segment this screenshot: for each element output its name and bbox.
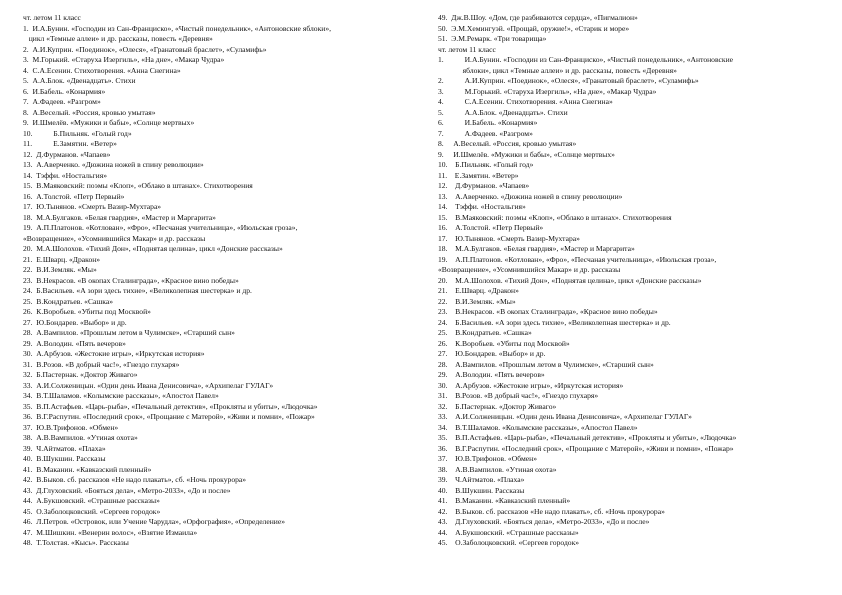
list-item: цикл «Темные аллеи» и др. рассказы, повесть «Деревня»: [23, 34, 213, 43]
list-item: 17. Ю.Тынянов. «Смерть Вазир-Мухтара»: [438, 233, 580, 243]
list-item: 2. А.И.Куприн. «Поединок», «Олеся», «Гранатовый браслет», «Суламифь»: [438, 76, 699, 85]
list-item: 46. Л.Петров. «Островок, или Учение Чарудла», «Орфография», «Определение»: [23, 517, 286, 526]
list-item: 20. М.А.Шолохов. «Тихий Дон», «Поднятая целина», цикл «Донские рассказы»: [23, 244, 283, 253]
list-item: 44. А.Букшовский. «Страшные рассказы»: [438, 527, 579, 537]
list-item: 16. А.Толстой. «Петр Первый»: [23, 191, 125, 201]
right-reading-list: [438, 55, 830, 549]
right-column: [438, 13, 830, 549]
list-item: 34. В.Т.Шаламов. «Колымские рассказы», «Апостол Павел»: [438, 422, 638, 432]
list-item: яблоки», цикл «Темные аллеи» и др. рассказы, повесть «Деревня»: [438, 65, 677, 75]
list-item: 51. Э.М.Ремарк. «Три товарища»: [438, 34, 547, 43]
list-item: 26. К.Воробьев. «Убиты под Москвой»: [23, 307, 151, 316]
list-item: 26. К.Воробьев. «Убиты под Москвой»: [438, 338, 570, 348]
list-item: 5. А.А.Блок. «Двенадцать». Стихи: [23, 76, 136, 85]
list-item: 48. Т.Толстая. «Кысь». Рассказы: [23, 538, 129, 547]
list-item: 37. Ю.В.Трифонов. «Обмен»: [438, 454, 538, 463]
list-item: 44. А.Букшовский. «Страшные рассказы»: [23, 496, 160, 505]
list-item: 7. А.Фадеев. «Разгром»: [23, 97, 101, 106]
list-item: 14. Тэффи. «Ностальгия»: [23, 170, 108, 180]
list-item: 45. О.Заболоцковский. «Сергеев городок»: [23, 506, 161, 516]
list-item: 10. Б.Пильняк. «Голый год»: [23, 128, 132, 138]
list-item: 33. А.И.Солженицын. «Один день Ивана Денисовича», «Архипелаг ГУЛАГ»: [23, 380, 274, 390]
left-column: [23, 13, 413, 549]
left-reading-list: [23, 24, 413, 549]
list-item: 18. М.А.Булгаков. «Белая гвардия», «Мастер и Маргарита»: [438, 244, 635, 253]
list-item: 50. Э.М.Хемингуэй. «Прощай, оружие!», «Старик и море»: [438, 23, 630, 33]
list-item: 43. Д.Глуховский. «Бояться дела», «Метро-2033», «До и после»: [438, 517, 650, 526]
list-item: 10. Б.Пильняк. «Голый год»: [438, 160, 534, 169]
list-item: «Возвращение», «Усомнившийся Макар» и др. рассказы: [438, 265, 621, 274]
list-item: 21. Е.Шварц. «Дракон»: [23, 254, 101, 264]
list-item: 29. А.Володин. «Пять вечеров»: [23, 338, 126, 348]
list-item: 3. М.Горький. «Старуха Изергиль», «На дне», «Макар Чудра»: [23, 55, 225, 64]
list-item: 25. В.Кондратьев. «Сашка»: [23, 296, 113, 306]
list-item: 1. И.А.Бунин. «Господин из Сан-Франциско», «Чистый понедельник», «Антоновские яблоки»,: [23, 23, 332, 33]
list-item: 34. В.Т.Шаламов. «Колымские рассказы», «Апостол Павел»: [23, 391, 219, 400]
list-item: 29. А.Володин. «Пять вечеров»: [438, 370, 545, 379]
right-heading: чт. летом 11 класс: [438, 44, 496, 54]
list-item: 19. А.П.Платонов. «Котлован», «Фро», «Песчаная учительница», «Июльская гроза»,: [438, 254, 717, 264]
list-item: 40. В.Шукшин. Рассказы: [438, 485, 525, 495]
list-item: 39. Ч.Айтматов. «Плаха»: [438, 475, 525, 484]
list-item: 4. С.А.Есенин. Стихотворения. «Анна Снегина»: [438, 97, 613, 106]
list-item: 45. О.Заболоцковский. «Сергеев городок»: [438, 538, 580, 547]
list-item: 41. В.Маканин. «Кавказский пленный»: [438, 496, 571, 505]
list-item: 22. В.И.Земляк. «Мы»: [438, 296, 516, 306]
list-item: 19. А.П.Платонов. «Котлован», «Фро», «Песчаная учительница», «Июльская гроза»,: [23, 223, 298, 232]
list-item: 15. В.Маяковский: поэмы «Клоп», «Облако в штанах». Стихотворения: [438, 212, 672, 222]
list-item: 31. В.Розов. «В добрый час!», «Гнездо глухаря»: [23, 359, 180, 369]
list-item: 11. Е.Замятин. «Ветер»: [438, 170, 519, 180]
list-item: 37. Ю.В.Трифонов. «Обмен»: [23, 422, 119, 432]
list-item: «Возвращение», «Усомнившийся Макар» и др. рассказы: [23, 233, 206, 243]
list-item: 21. Е.Шварц. «Дракон»: [438, 286, 519, 295]
right-continued-list: [438, 13, 830, 45]
list-item: 39. Ч.Айтматов. «Плаха»: [23, 443, 106, 453]
list-item: 42. В.Быков. сб. рассказов «Не надо плакать», сб. «Ночь прокурора»: [438, 506, 665, 516]
list-item: 42. В.Быков. сб. рассказов «Не надо плакать», сб. «Ночь прокурора»: [23, 475, 247, 484]
list-item: 8. А.Веселый. «Россия, кровью умытая»: [23, 107, 156, 117]
list-item: 12. Д.Фурманов. «Чапаев»: [438, 181, 530, 190]
list-item: 22. В.И.Земляк. «Мы»: [23, 265, 97, 274]
list-item: 17. Ю.Тынянов. «Смерть Вазир-Мухтара»: [23, 202, 162, 211]
list-item: 8. А.Веселый. «Россия, кровью умытая»: [438, 139, 577, 148]
list-item: 36. В.Г.Распутин. «Последний срок», «Прощание с Матерой», «Живи и помни», «Пожар»: [23, 412, 315, 421]
list-item: 32. Б.Пастернак. «Доктор Живаго»: [23, 370, 138, 379]
list-item: 30. А.Арбузов. «Жестокие игры», «Иркутская история»: [438, 380, 624, 390]
list-item: 18. М.А.Булгаков. «Белая гвардия», «Мастер и Маргарита»: [23, 212, 216, 222]
list-item: 2. А.И.Куприн. «Поединок», «Олеся», «Гранатовый браслет», «Суламифь»: [23, 44, 267, 54]
list-item: 23. В.Некрасов. «В окопах Сталинграда», «Красное вино победы»: [23, 275, 239, 285]
list-item: 24. Б.Васильев. «А зори здесь тихие», «Великолепная шестерка» и др.: [23, 286, 252, 295]
list-item: 47. М.Шишкин. «Венерин волос», «Взятие Измаила»: [23, 527, 198, 537]
list-item: 35. В.П.Астафьев. «Царь-рыба», «Печальный детектив», «Прокляты и убиты», «Людочка»: [438, 433, 737, 442]
list-item: 49. Дж.В.Шоу. «Дом, где разбиваются сердца», «Пигмалион»: [438, 13, 638, 22]
list-item: 14. Тэффи. «Ностальгия»: [438, 202, 526, 211]
list-item: 4. С.А.Есенин. Стихотворения. «Анна Снегина»: [23, 65, 181, 75]
list-item: 9. И.Шмелёв. «Мужики и бабы», «Солнце мертвых»: [438, 149, 615, 159]
list-item: 28. А.Вампилов. «Прошлым летом в Чулимске», «Старший сын»: [23, 328, 235, 337]
list-item: 30. А.Арбузов. «Жестокие игры», «Иркутская история»: [23, 349, 205, 358]
list-item: 20. М.А.Шолохов. «Тихий Дон», «Поднятая целина», цикл «Донские рассказы»: [438, 275, 702, 285]
list-item: 15. В.Маяковский: поэмы «Клоп», «Облако в штанах». Стихотворения: [23, 181, 253, 190]
list-item: 28. А.Вампилов. «Прошлым летом в Чулимске», «Старший сын»: [438, 359, 654, 369]
left-heading: чт. летом 11 класс: [23, 13, 81, 22]
list-item: 31. В.Розов. «В добрый час!», «Гнездо глухаря»: [438, 391, 599, 400]
list-item: 13. А.Аверченко. «Дюжина ножей в спину революции»: [23, 160, 204, 169]
list-item: 35. В.П.Астафьев. «Царь-рыба», «Печальный детектив», «Прокляты и убиты», «Людочка»: [23, 401, 318, 411]
list-item: 1. И.А.Бунин. «Господин из Сан-Франциско», «Чистый понедельник», «Антоновские: [438, 55, 734, 64]
list-item: 43. Д.Глуховский. «Бояться дела», «Метро-2033», «До и после»: [23, 485, 231, 495]
list-item: 6. И.Бабель. «Конармия»: [438, 118, 538, 127]
list-item: 27. Ю.Бондарев. «Выбор» и др.: [438, 349, 546, 358]
list-item: 16. А.Толстой. «Петр Первый»: [438, 223, 544, 232]
list-item: 32. Б.Пастернак. «Доктор Живаго»: [438, 401, 557, 411]
list-item: 40. В.Шукшин. Рассказы: [23, 454, 106, 463]
list-item: 13. А.Аверченко. «Дюжина ножей в спину революции»: [438, 191, 623, 201]
list-item: 41. В.Маканин. «Кавказский пленный»: [23, 464, 152, 474]
list-item: 5. А.А.Блок. «Двенадцать». Стихи: [438, 107, 568, 117]
list-item: 33. А.И.Солженицын. «Один день Ивана Денисовича», «Архипелаг ГУЛАГ»: [438, 412, 692, 421]
list-item: 38. А.В.Вампилов. «Утиная охота»: [23, 433, 138, 442]
list-item: 9. И.Шмелёв. «Мужики и бабы», «Солнце мертвых»: [23, 118, 195, 127]
list-item: 27. Ю.Бондарев. «Выбор» и др.: [23, 317, 127, 327]
list-item: 3. М.Горький. «Старуха Изергиль», «На дне», «Макар Чудра»: [438, 86, 657, 96]
list-item: 12. Д.Фурманов. «Чапаев»: [23, 149, 111, 159]
list-item: 23. В.Некрасов. «В окопах Сталинграда», «Красное вино победы»: [438, 307, 658, 316]
list-item: 11. Е.Замятин. «Ветер»: [23, 139, 117, 148]
list-item: 38. А.В.Вампилов. «Утиная охота»: [438, 464, 557, 474]
list-item: 7. А.Фадеев. «Разгром»: [438, 128, 533, 138]
list-item: 6. И.Бабель. «Конармия»: [23, 86, 106, 96]
list-item: 25. В.Кондратьев. «Сашка»: [438, 328, 532, 337]
list-item: 36. В.Г.Распутин. «Последний срок», «Прощание с Матерой», «Живи и помни», «Пожар»: [438, 443, 734, 453]
list-item: 24. Б.Васильев. «А зори здесь тихие», «Великолепная шестерка» и др.: [438, 317, 671, 327]
